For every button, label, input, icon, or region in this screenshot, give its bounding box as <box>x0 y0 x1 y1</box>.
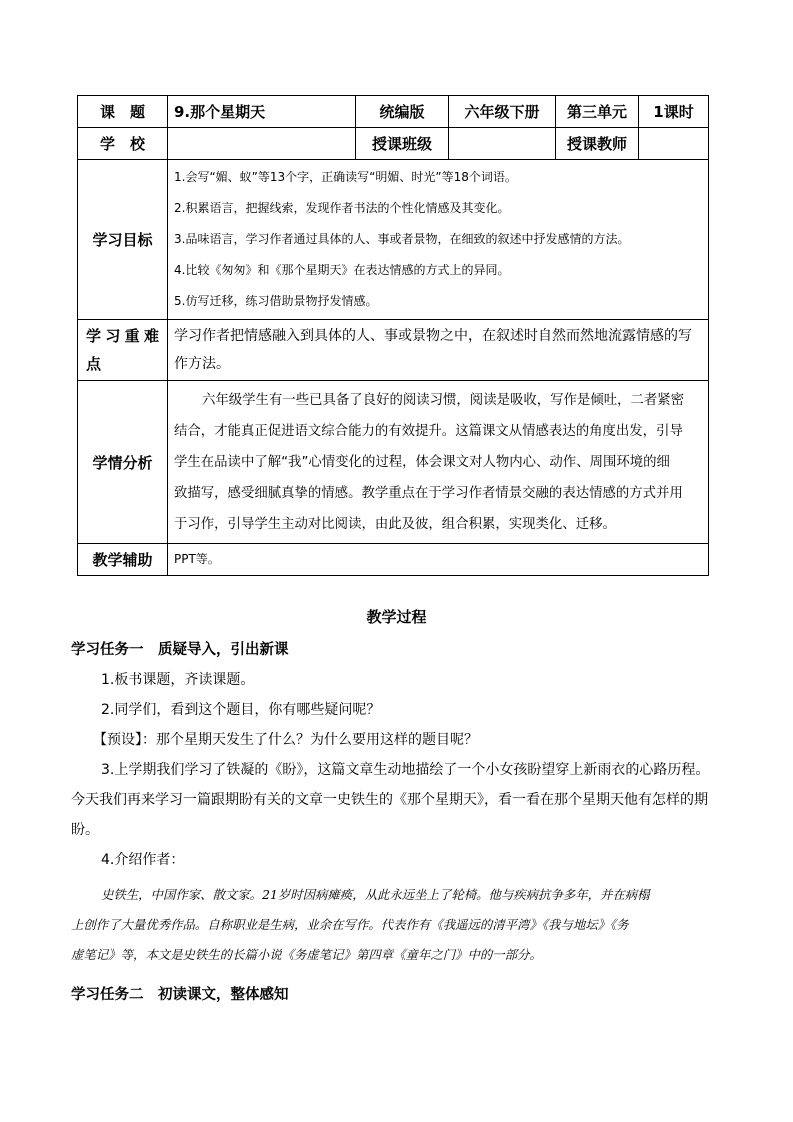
task2-heading: 学习任务二 初读课文，整体感知 <box>71 987 289 1003</box>
step-3-line: 盼。 <box>71 822 99 838</box>
goal-item: 2.积累语言，把握线索，发现作者书法的个性化情感及其变化。 <box>174 201 510 215</box>
aids-label: 教学辅助 <box>78 544 168 576</box>
class-hours: 1课时 <box>639 96 709 128</box>
topic-label: 课 题 <box>78 96 168 128</box>
author-bio <box>71 880 725 970</box>
goal-item: 4.比较《匆匆》和《那个星期天》在表达情感的方式上的异同。 <box>174 263 510 277</box>
bio-line: 上创作了大量优秀作品。自称职业是生病，业余在写作。代表作有《我遥远的清平湾》《我与地坛》《务 <box>71 917 629 932</box>
focus-text: 学习作者把情感融入到具体的人、事或景物之中，在叙述时自然而然地流露情感的写作方法。 <box>168 320 709 381</box>
class-label: 授课班级 <box>356 128 449 160</box>
grade: 六年级下册 <box>449 96 556 128</box>
step-3-line: 3.上学期我们学习了铁凝的《盼》，这篇文章生动地描绘了一个小女孩盼望穿上新雨衣的心路历程。 <box>101 762 710 778</box>
table-row-topic <box>78 96 709 128</box>
section-title: 教学过程 <box>366 608 427 626</box>
teacher-label: 授课教师 <box>556 128 639 160</box>
table-row-focus <box>78 320 709 381</box>
table-row-analysis <box>78 381 709 544</box>
lesson-title: 9.那个星期天 <box>168 96 356 128</box>
goals-list <box>168 160 709 320</box>
analysis-line: 结合，才能真正促进语文综合能力的有效提升。这篇课文从情感表达的角度出发，引导 <box>174 423 683 439</box>
table-row-goals <box>78 160 709 320</box>
preset-text: 【预设】：那个星期天发生了什么？为什么要用这样的题目呢？ <box>93 732 478 748</box>
task1-heading: 学习任务一 质疑导入，引出新课 <box>71 642 289 658</box>
focus-label: 学习重难点 <box>78 320 168 381</box>
analysis-line: 于习作，引导学生主动对比阅读，由此及彼，组合积累，实现类化、迁移。 <box>174 516 616 532</box>
analysis-label: 学情分析 <box>78 381 168 544</box>
table-row-aids <box>78 544 709 576</box>
aids-text: PPT等。 <box>168 544 709 576</box>
step-3-line: 今天我们再来学习一篇跟期盼有关的文章一史铁生的《那个星期天》，看一看在那个星期天他有怎样的期 <box>71 792 708 808</box>
analysis-line: 学生在品读中了解“我”心情变化的过程，体会课文对人物内心、动作、周围环境的细 <box>174 454 670 470</box>
lesson-plan-table <box>77 95 709 576</box>
goal-item: 5.仿写迁移，练习借助景物抒发情感。 <box>174 294 378 308</box>
step-4: 4.介绍作者： <box>101 852 185 868</box>
unit: 第三单元 <box>556 96 639 128</box>
table-row-school <box>78 128 709 160</box>
analysis-line: 致描写，感受细腻真挚的情感。教学重点在于学习作者情景交融的表达情感的方式并用 <box>174 485 683 501</box>
school-value <box>168 128 356 160</box>
goals-label: 学习目标 <box>78 160 168 320</box>
goal-item: 3.品味语言，学习作者通过具体的人、事或者景物，在细致的叙述中抒发感情的方法。 <box>174 232 630 246</box>
task1-steps <box>71 665 725 875</box>
school-label: 学 校 <box>78 128 168 160</box>
goal-item: 1.会写“媚、蚁”等13个字，正确读写“明媚、时光”等18个词语。 <box>174 170 517 184</box>
step-1: 1.板书课题，齐读课题。 <box>101 672 255 688</box>
class-value <box>449 128 556 160</box>
analysis-line: 六年级学生有一些已具备了良好的阅读习惯，阅读是吸收，写作是倾吐，二者紧密 <box>202 392 685 408</box>
bio-line: 虚笔记》等，本文是史铁生的长篇小说《务虚笔记》第四章《童年之门》中的一部分。 <box>71 947 542 962</box>
bio-line: 史铁生，中国作家、散文家。21岁时因病瘫痪，从此永远坐上了轮椅。他与疾病抗争多年，并在病榻 <box>101 887 650 902</box>
edition: 统编版 <box>356 96 449 128</box>
analysis-text <box>168 381 709 544</box>
step-2: 2.同学们，看到这个题目，你有哪些疑问呢？ <box>101 702 381 718</box>
teacher-value <box>639 128 709 160</box>
